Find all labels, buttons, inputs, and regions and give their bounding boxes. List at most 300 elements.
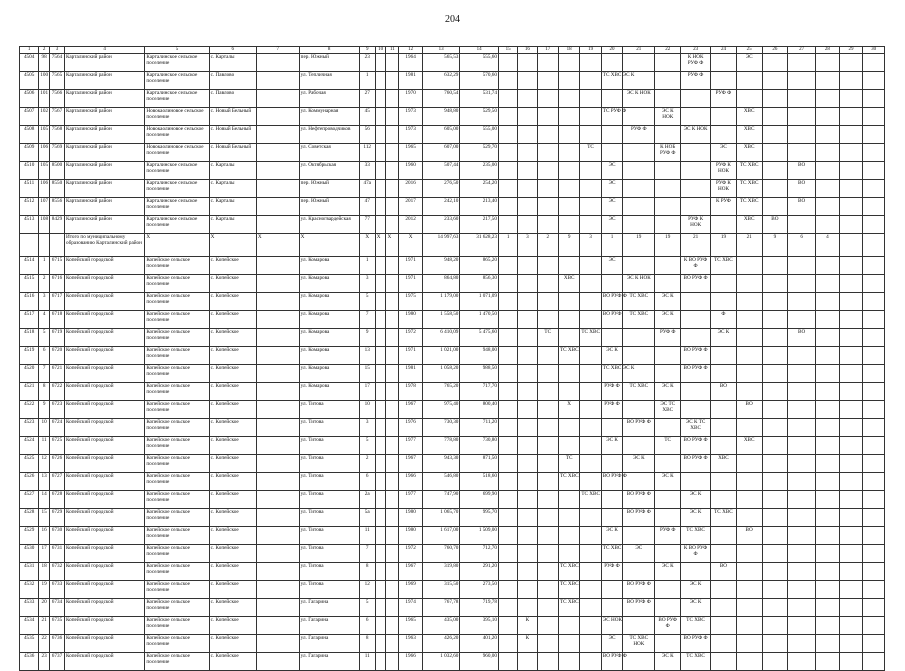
- table-cell: 23: [359, 54, 375, 72]
- table-cell: Копейский городской: [64, 455, 144, 473]
- table-cell: 4525: [20, 455, 39, 473]
- table-cell: [518, 365, 537, 383]
- table-cell: [839, 347, 863, 365]
- table-cell: ТС РУФ Ф: [601, 108, 622, 126]
- table-cell: [788, 455, 816, 473]
- table-cell: ХВС: [736, 108, 762, 126]
- table-cell: 426,20: [422, 635, 460, 653]
- table-cell: [537, 365, 558, 383]
- table-cell: [788, 401, 816, 419]
- table-cell: 9: [359, 329, 375, 347]
- table-cell: ул. Тепличная: [299, 72, 359, 90]
- table-cell: [816, 563, 840, 581]
- table-cell: 1: [601, 234, 622, 257]
- table-cell: ул. Титова: [299, 527, 359, 545]
- table-cell: [256, 617, 299, 635]
- table-cell: с. Копейское: [209, 527, 256, 545]
- table-cell: [863, 198, 885, 216]
- table-cell: [375, 90, 386, 108]
- table-cell: 8550: [49, 180, 64, 198]
- table-cell: [863, 635, 885, 653]
- table-cell: [498, 144, 517, 162]
- table-cell: [839, 509, 863, 527]
- table-cell: Копейское сельское поселение: [145, 311, 209, 329]
- table-cell: [386, 365, 399, 383]
- table-cell: [386, 401, 399, 419]
- table-cell: 11: [359, 527, 375, 545]
- table-cell: с. Карталы: [209, 180, 256, 198]
- table-cell: [386, 257, 399, 275]
- table-cell: ул. Советская: [299, 144, 359, 162]
- table-cell: [375, 401, 386, 419]
- table-cell: 233,60: [422, 216, 460, 234]
- table-cell: [39, 234, 50, 257]
- table-cell: 8500: [49, 162, 64, 180]
- column-number: 17: [537, 47, 558, 54]
- table-cell: 2012: [399, 216, 423, 234]
- table-cell: [256, 329, 299, 347]
- table-cell: [863, 599, 885, 617]
- table-cell: 4536: [20, 653, 39, 671]
- table-cell: [386, 491, 399, 509]
- table-cell: [839, 617, 863, 635]
- table-cell: ХВС: [736, 126, 762, 144]
- table-row: [20, 617, 885, 635]
- table-cell: [736, 90, 762, 108]
- table-cell: ТС ХВС НОК: [623, 635, 655, 653]
- table-cell: [863, 162, 885, 180]
- table-cell: [518, 509, 537, 527]
- table-cell: Копейское сельское поселение: [145, 257, 209, 275]
- table-cell: [839, 383, 863, 401]
- table-cell: [375, 180, 386, 198]
- table-cell: 765,20: [422, 383, 460, 401]
- table-cell: [375, 126, 386, 144]
- table-cell: [655, 54, 681, 72]
- table-cell: 101: [39, 90, 50, 108]
- table-cell: [681, 383, 711, 401]
- table-cell: [580, 293, 601, 311]
- table-cell: ТС ХВС: [681, 617, 711, 635]
- table-cell: [375, 347, 386, 365]
- table-cell: [655, 365, 681, 383]
- table-cell: с. Копейское: [209, 257, 256, 275]
- table-cell: 6736: [49, 635, 64, 653]
- column-number: 29: [839, 47, 863, 54]
- table-row: [20, 311, 885, 329]
- table-cell: [375, 144, 386, 162]
- table-cell: [580, 126, 601, 144]
- table-cell: ТС ХВС: [711, 257, 737, 275]
- table-cell: [839, 599, 863, 617]
- table-cell: [816, 90, 840, 108]
- table-cell: [655, 216, 681, 234]
- table-cell: [256, 581, 299, 599]
- table-cell: 11: [39, 437, 50, 455]
- table-cell: с. Копейское: [209, 581, 256, 599]
- table-cell: Копейский городской: [64, 365, 144, 383]
- table-cell: [256, 473, 299, 491]
- table-cell: К НОБ РУФ Ф: [655, 144, 681, 162]
- table-cell: РУФ Ф: [601, 563, 622, 581]
- table-cell: 16: [39, 527, 50, 545]
- table-cell: [601, 54, 622, 72]
- table-cell: ТС ХВС ЭС К: [601, 365, 622, 383]
- table-cell: 4518: [20, 329, 39, 347]
- table-cell: ЭС К НОК: [655, 108, 681, 126]
- table-cell: 1964: [399, 54, 423, 72]
- table-row: [20, 563, 885, 581]
- table-cell: [375, 275, 386, 293]
- table-row: [20, 144, 885, 162]
- table-cell: 4: [816, 234, 840, 257]
- table-cell: 1 021,00: [422, 347, 460, 365]
- table-cell: [623, 54, 655, 72]
- table-cell: 6727: [49, 473, 64, 491]
- table-cell: [386, 275, 399, 293]
- table-cell: с. Копейское: [209, 383, 256, 401]
- table-cell: 3: [359, 419, 375, 437]
- table-cell: [816, 198, 840, 216]
- table-cell: 4510: [20, 162, 39, 180]
- table-cell: [655, 126, 681, 144]
- table-cell: 730,30: [422, 419, 460, 437]
- table-cell: [623, 347, 655, 365]
- table-cell: 1 032,60: [422, 653, 460, 671]
- table-cell: [256, 180, 299, 198]
- table-cell: [788, 347, 816, 365]
- table-cell: РУФ Ф: [601, 383, 622, 401]
- table-row: [20, 90, 885, 108]
- table-cell: [788, 509, 816, 527]
- table-cell: ЭС К НОК: [623, 90, 655, 108]
- table-cell: 4513: [20, 216, 39, 234]
- table-cell: [711, 54, 737, 72]
- table-cell: [788, 311, 816, 329]
- table-cell: 6731: [49, 545, 64, 563]
- table-cell: [788, 126, 816, 144]
- table-cell: 17: [359, 383, 375, 401]
- table-cell: [256, 216, 299, 234]
- table-cell: [816, 162, 840, 180]
- table-cell: 27: [359, 90, 375, 108]
- table-cell: [736, 599, 762, 617]
- table-cell: 242,10: [422, 198, 460, 216]
- table-cell: 4515: [20, 275, 39, 293]
- table-cell: [655, 72, 681, 90]
- table-cell: 254,20: [460, 180, 499, 198]
- table-cell: [681, 108, 711, 126]
- table-cell: 1973: [399, 126, 423, 144]
- table-cell: 435,00: [422, 617, 460, 635]
- table-cell: [839, 144, 863, 162]
- table-cell: [498, 491, 517, 509]
- table-cell: X: [145, 234, 209, 257]
- table-cell: [863, 347, 885, 365]
- table-cell: 1 179,00: [422, 293, 460, 311]
- table-cell: 8: [359, 635, 375, 653]
- table-cell: Карталинский район: [64, 180, 144, 198]
- table-cell: ВО РУФ Ф: [681, 347, 711, 365]
- table-cell: ВО РУФ Ф: [601, 473, 622, 491]
- table-cell: 531,74: [460, 90, 499, 108]
- table-cell: 5: [359, 599, 375, 617]
- table-cell: 4514: [20, 257, 39, 275]
- table-cell: ЭС К: [601, 347, 622, 365]
- table-cell: ВО: [736, 401, 762, 419]
- table-cell: [558, 72, 579, 90]
- table-cell: 102: [39, 108, 50, 126]
- table-cell: 607,00: [422, 144, 460, 162]
- table-cell: 213,40: [460, 198, 499, 216]
- table-cell: [762, 198, 788, 216]
- table-cell: с. Копейское: [209, 437, 256, 455]
- column-number: 21: [623, 47, 655, 54]
- table-cell: 291,20: [460, 563, 499, 581]
- table-cell: [681, 144, 711, 162]
- table-cell: [839, 180, 863, 198]
- table-row: [20, 275, 885, 293]
- table-cell: 864,80: [422, 275, 460, 293]
- table-cell: [518, 216, 537, 234]
- table-cell: [839, 311, 863, 329]
- table-cell: X: [209, 234, 256, 257]
- table-cell: [788, 545, 816, 563]
- table-cell: [816, 473, 840, 491]
- table-cell: [839, 491, 863, 509]
- table-cell: 105: [39, 162, 50, 180]
- table-cell: 4530: [20, 545, 39, 563]
- table-cell: Копейское сельское поселение: [145, 401, 209, 419]
- table-cell: РУФ Ф: [601, 401, 622, 419]
- table-cell: 760,54: [422, 90, 460, 108]
- table-cell: ВО РУФ Ф: [623, 419, 655, 437]
- table-cell: [386, 581, 399, 599]
- table-row: [20, 72, 885, 90]
- table-cell: X: [256, 234, 299, 257]
- table-cell: [655, 347, 681, 365]
- table-cell: с. Копейское: [209, 491, 256, 509]
- table-cell: с. Копейское: [209, 365, 256, 383]
- table-cell: [498, 383, 517, 401]
- table-cell: 1967: [399, 401, 423, 419]
- table-cell: ЭС К: [681, 509, 711, 527]
- table-cell: [816, 599, 840, 617]
- table-cell: [601, 491, 622, 509]
- table-cell: [711, 437, 737, 455]
- table-cell: [839, 455, 863, 473]
- table-cell: 6728: [49, 491, 64, 509]
- table-cell: [558, 216, 579, 234]
- table-cell: [558, 126, 579, 144]
- table-cell: [762, 257, 788, 275]
- table-cell: [498, 509, 517, 527]
- column-number: 18: [558, 47, 579, 54]
- table-cell: ул. Коммунарная: [299, 108, 359, 126]
- table-cell: [788, 635, 816, 653]
- table-cell: Копейский городской: [64, 653, 144, 671]
- table-cell: 1970: [399, 90, 423, 108]
- table-cell: 6723: [49, 401, 64, 419]
- table-body: [20, 54, 885, 671]
- table-cell: [580, 162, 601, 180]
- table-cell: 4509: [20, 144, 39, 162]
- table-cell: [623, 329, 655, 347]
- column-number: 25: [736, 47, 762, 54]
- table-cell: [580, 180, 601, 198]
- table-cell: 5 475,60: [460, 329, 499, 347]
- table-cell: ВО РУФ Ф: [681, 275, 711, 293]
- table-cell: [681, 401, 711, 419]
- table-cell: 1980: [399, 509, 423, 527]
- table-cell: [256, 162, 299, 180]
- table-cell: 4512: [20, 198, 39, 216]
- table-cell: Копейское сельское поселение: [145, 491, 209, 509]
- table-cell: ВО РУФ Ф: [655, 617, 681, 635]
- table-cell: [256, 108, 299, 126]
- table-cell: [711, 275, 737, 293]
- table-cell: [623, 563, 655, 581]
- table-cell: ТС ХВС: [623, 383, 655, 401]
- table-cell: [816, 293, 840, 311]
- table-cell: [788, 419, 816, 437]
- table-cell: ВО: [711, 383, 737, 401]
- column-number: 9: [359, 47, 375, 54]
- table-cell: 546,80: [422, 473, 460, 491]
- table-cell: ул. Октябрьская: [299, 162, 359, 180]
- table-cell: [863, 293, 885, 311]
- table-cell: с. Карталы: [209, 54, 256, 72]
- table-cell: [537, 401, 558, 419]
- table-cell: [386, 437, 399, 455]
- table-cell: с. Копейское: [209, 653, 256, 671]
- table-cell: [580, 365, 601, 383]
- table-cell: [736, 293, 762, 311]
- table-cell: 1967: [399, 455, 423, 473]
- table-cell: ТС: [655, 437, 681, 455]
- table-cell: 8: [39, 383, 50, 401]
- table-cell: 1981: [399, 72, 423, 90]
- table-cell: [655, 545, 681, 563]
- table-cell: [762, 455, 788, 473]
- table-cell: 856,30: [460, 275, 499, 293]
- table-cell: 315,50: [422, 581, 460, 599]
- table-cell: ТС: [580, 144, 601, 162]
- table-row: [20, 329, 885, 347]
- table-cell: ул. Рабочая: [299, 90, 359, 108]
- table-cell: [655, 180, 681, 198]
- table-cell: 20: [39, 599, 50, 617]
- table-cell: [386, 90, 399, 108]
- table-cell: [558, 198, 579, 216]
- table-cell: [736, 455, 762, 473]
- table-cell: [762, 365, 788, 383]
- table-cell: ЭС К НОК: [623, 275, 655, 293]
- table-cell: ЭС ТС ХВС: [655, 401, 681, 419]
- table-cell: 4533: [20, 599, 39, 617]
- table-cell: 7567: [49, 108, 64, 126]
- table-cell: 112: [359, 144, 375, 162]
- table-cell: ул. Титова: [299, 401, 359, 419]
- table-cell: РУФ К НОК: [681, 216, 711, 234]
- table-cell: ХВС: [711, 455, 737, 473]
- table-cell: [681, 90, 711, 108]
- table-cell: Карталинское сельское поселение: [145, 72, 209, 90]
- table-cell: РУФ Ф: [623, 126, 655, 144]
- table-cell: [386, 599, 399, 617]
- table-cell: 1 470,50: [460, 311, 499, 329]
- column-number: 22: [655, 47, 681, 54]
- table-cell: 2017: [399, 198, 423, 216]
- table-cell: [518, 126, 537, 144]
- table-cell: 47: [359, 198, 375, 216]
- table-cell: Карталинский район: [64, 126, 144, 144]
- table-cell: [762, 491, 788, 509]
- table-cell: [788, 581, 816, 599]
- table-cell: ЭС: [601, 198, 622, 216]
- table-row: [20, 365, 885, 383]
- table-cell: [788, 72, 816, 90]
- table-cell: [375, 437, 386, 455]
- table-cell: [655, 90, 681, 108]
- table-cell: [580, 455, 601, 473]
- table-cell: РУФ Ф: [655, 329, 681, 347]
- table-cell: Копейское сельское поселение: [145, 545, 209, 563]
- table-cell: [788, 275, 816, 293]
- table-cell: 22: [39, 635, 50, 653]
- table-cell: 1 071,09: [460, 293, 499, 311]
- table-cell: Копейский городской: [64, 581, 144, 599]
- table-cell: [498, 180, 517, 198]
- table-cell: 2: [39, 275, 50, 293]
- table-cell: [863, 216, 885, 234]
- table-cell: [375, 617, 386, 635]
- table-cell: [816, 383, 840, 401]
- table-cell: [816, 54, 840, 72]
- table-cell: [386, 180, 399, 198]
- table-cell: 1981: [399, 365, 423, 383]
- table-cell: 235,00: [460, 162, 499, 180]
- table-cell: Копейское сельское поселение: [145, 635, 209, 653]
- table-cell: [537, 653, 558, 671]
- table-cell: 871,50: [460, 455, 499, 473]
- table-cell: [537, 72, 558, 90]
- table-cell: [518, 108, 537, 126]
- table-cell: X: [386, 234, 399, 257]
- table-cell: [558, 144, 579, 162]
- table-cell: 2: [537, 234, 558, 257]
- table-cell: К ВО РУФ Ф: [681, 257, 711, 275]
- column-number: 5: [145, 47, 209, 54]
- table-cell: с. Копейское: [209, 617, 256, 635]
- table-cell: 12: [39, 455, 50, 473]
- table-cell: 730,80: [460, 437, 499, 455]
- table-row: [20, 419, 885, 437]
- table-cell: 7: [359, 545, 375, 563]
- table-cell: [580, 473, 601, 491]
- table-cell: с. Копейское: [209, 455, 256, 473]
- table-cell: [386, 617, 399, 635]
- table-cell: [681, 563, 711, 581]
- table-cell: [863, 144, 885, 162]
- table-cell: [256, 599, 299, 617]
- table-row: [20, 108, 885, 126]
- table-cell: [839, 54, 863, 72]
- table-cell: ул. Нефтепроводчиков: [299, 126, 359, 144]
- table-cell: Копейское сельское поселение: [145, 581, 209, 599]
- table-cell: ТС ХВС: [558, 599, 579, 617]
- table-cell: Карталинский район: [64, 108, 144, 126]
